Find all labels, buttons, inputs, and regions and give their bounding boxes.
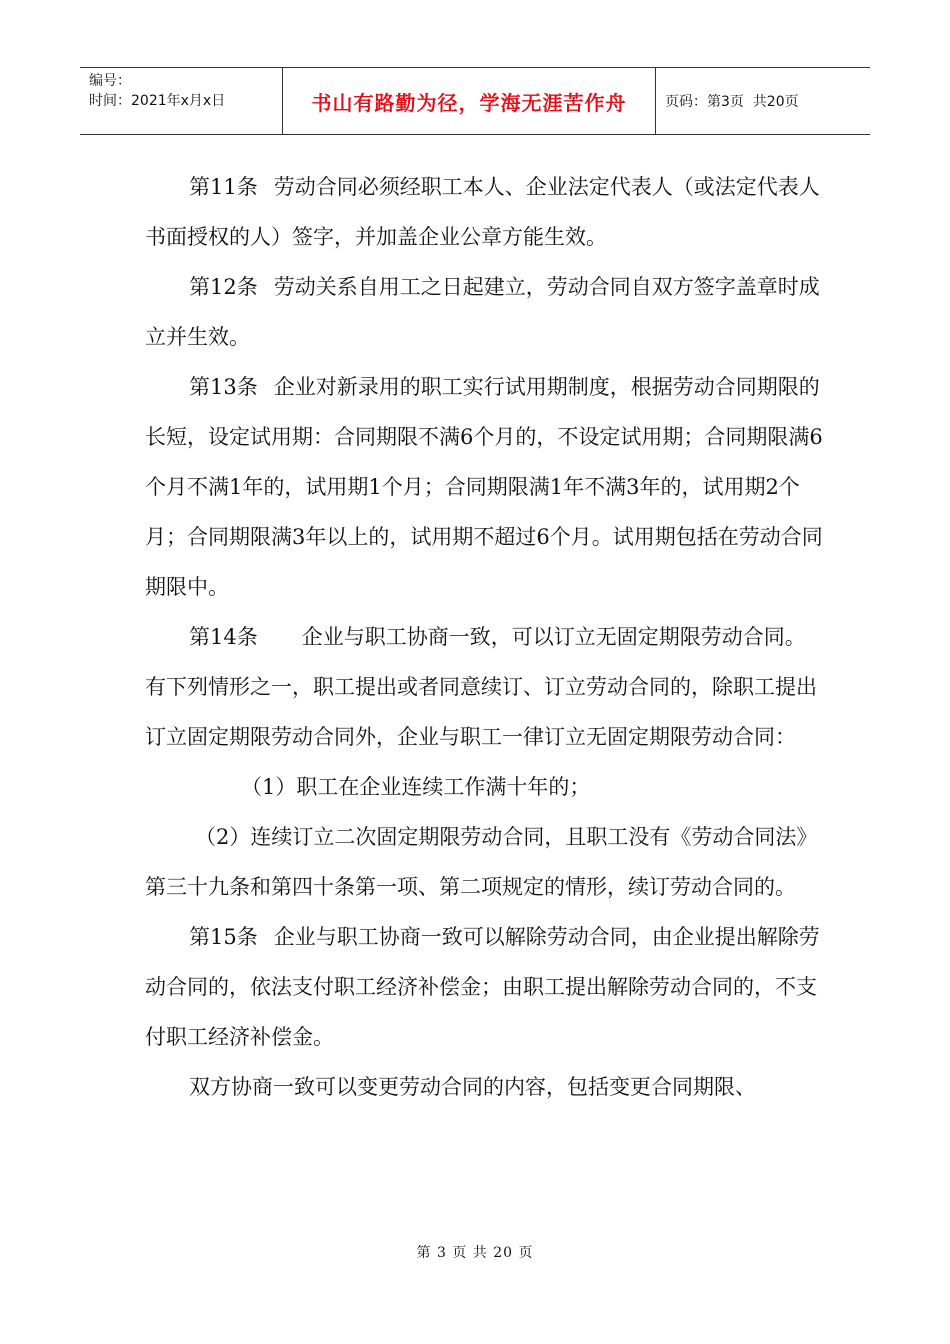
document-date: 时间：2021年x月x日 bbox=[89, 93, 226, 109]
page-footer: 第 3 页 共 20 页 bbox=[416, 1245, 534, 1261]
article-13 bbox=[145, 362, 825, 612]
document-header bbox=[80, 67, 870, 135]
article-text: 企业与职工协商一致，可以订立无固定期限劳动合同。有下列情形之一，职工提出或者同意续订、订立劳动合同的，除职工提出订立固定期限劳动合同外，企业与职工一律订立无固定期限劳动合同： bbox=[145, 625, 817, 749]
article-14 bbox=[145, 612, 825, 762]
header-meta bbox=[80, 68, 283, 134]
header-motto: 书山有路勤为径，学海无涯苦作舟 bbox=[283, 68, 656, 134]
document-body bbox=[145, 162, 825, 1112]
article-label: 第12条 bbox=[189, 275, 258, 299]
article-label: 第15条 bbox=[189, 925, 258, 949]
article-text: 企业对新录用的职工实行试用期制度，根据劳动合同期限的长短，设定试用期：合同期限不满6个月的，不设定试用期；合同期限满6个月不满1年的，试用期1个月；合同期限满1年不满3年的，试用期2个月；合同期限满3年以上的，试用期不超过6个月。试用期包括在劳动合同期限中。 bbox=[145, 375, 823, 599]
header-page-info bbox=[656, 68, 870, 134]
article-text: 劳动合同必须经职工本人、企业法定代表人（或法定代表人书面授权的人）签字，并加盖企业公章方能生效。 bbox=[145, 175, 820, 249]
article-12 bbox=[145, 262, 825, 362]
list-item: （1）职工在企业连续工作满十年的； bbox=[241, 775, 591, 799]
closing-paragraph: 双方协商一致可以变更劳动合同的内容，包括变更合同期限、 bbox=[189, 1075, 756, 1099]
list-item: （2）连续订立二次固定期限劳动合同，且职工没有《劳动合同法》第三十九条和第四十条第一项、第二项规定的情形，续订劳动合同的。 bbox=[145, 825, 818, 899]
page-info-text: 页码：第3页 共20页 bbox=[665, 94, 799, 110]
article-11 bbox=[145, 162, 825, 262]
article-label: 第11条 bbox=[189, 175, 258, 199]
article-15 bbox=[145, 912, 825, 1062]
document-number-label: 编号： bbox=[89, 73, 131, 89]
article-label: 第14条 bbox=[189, 625, 258, 649]
article-text: 劳动关系自用工之日起建立，劳动合同自双方签字盖章时成立并生效。 bbox=[145, 275, 820, 349]
article-text: 企业与职工协商一致可以解除劳动合同，由企业提出解除劳动合同的，依法支付职工经济补偿金；由职工提出解除劳动合同的，不支付职工经济补偿金。 bbox=[145, 925, 820, 1049]
article-label: 第13条 bbox=[189, 375, 258, 399]
